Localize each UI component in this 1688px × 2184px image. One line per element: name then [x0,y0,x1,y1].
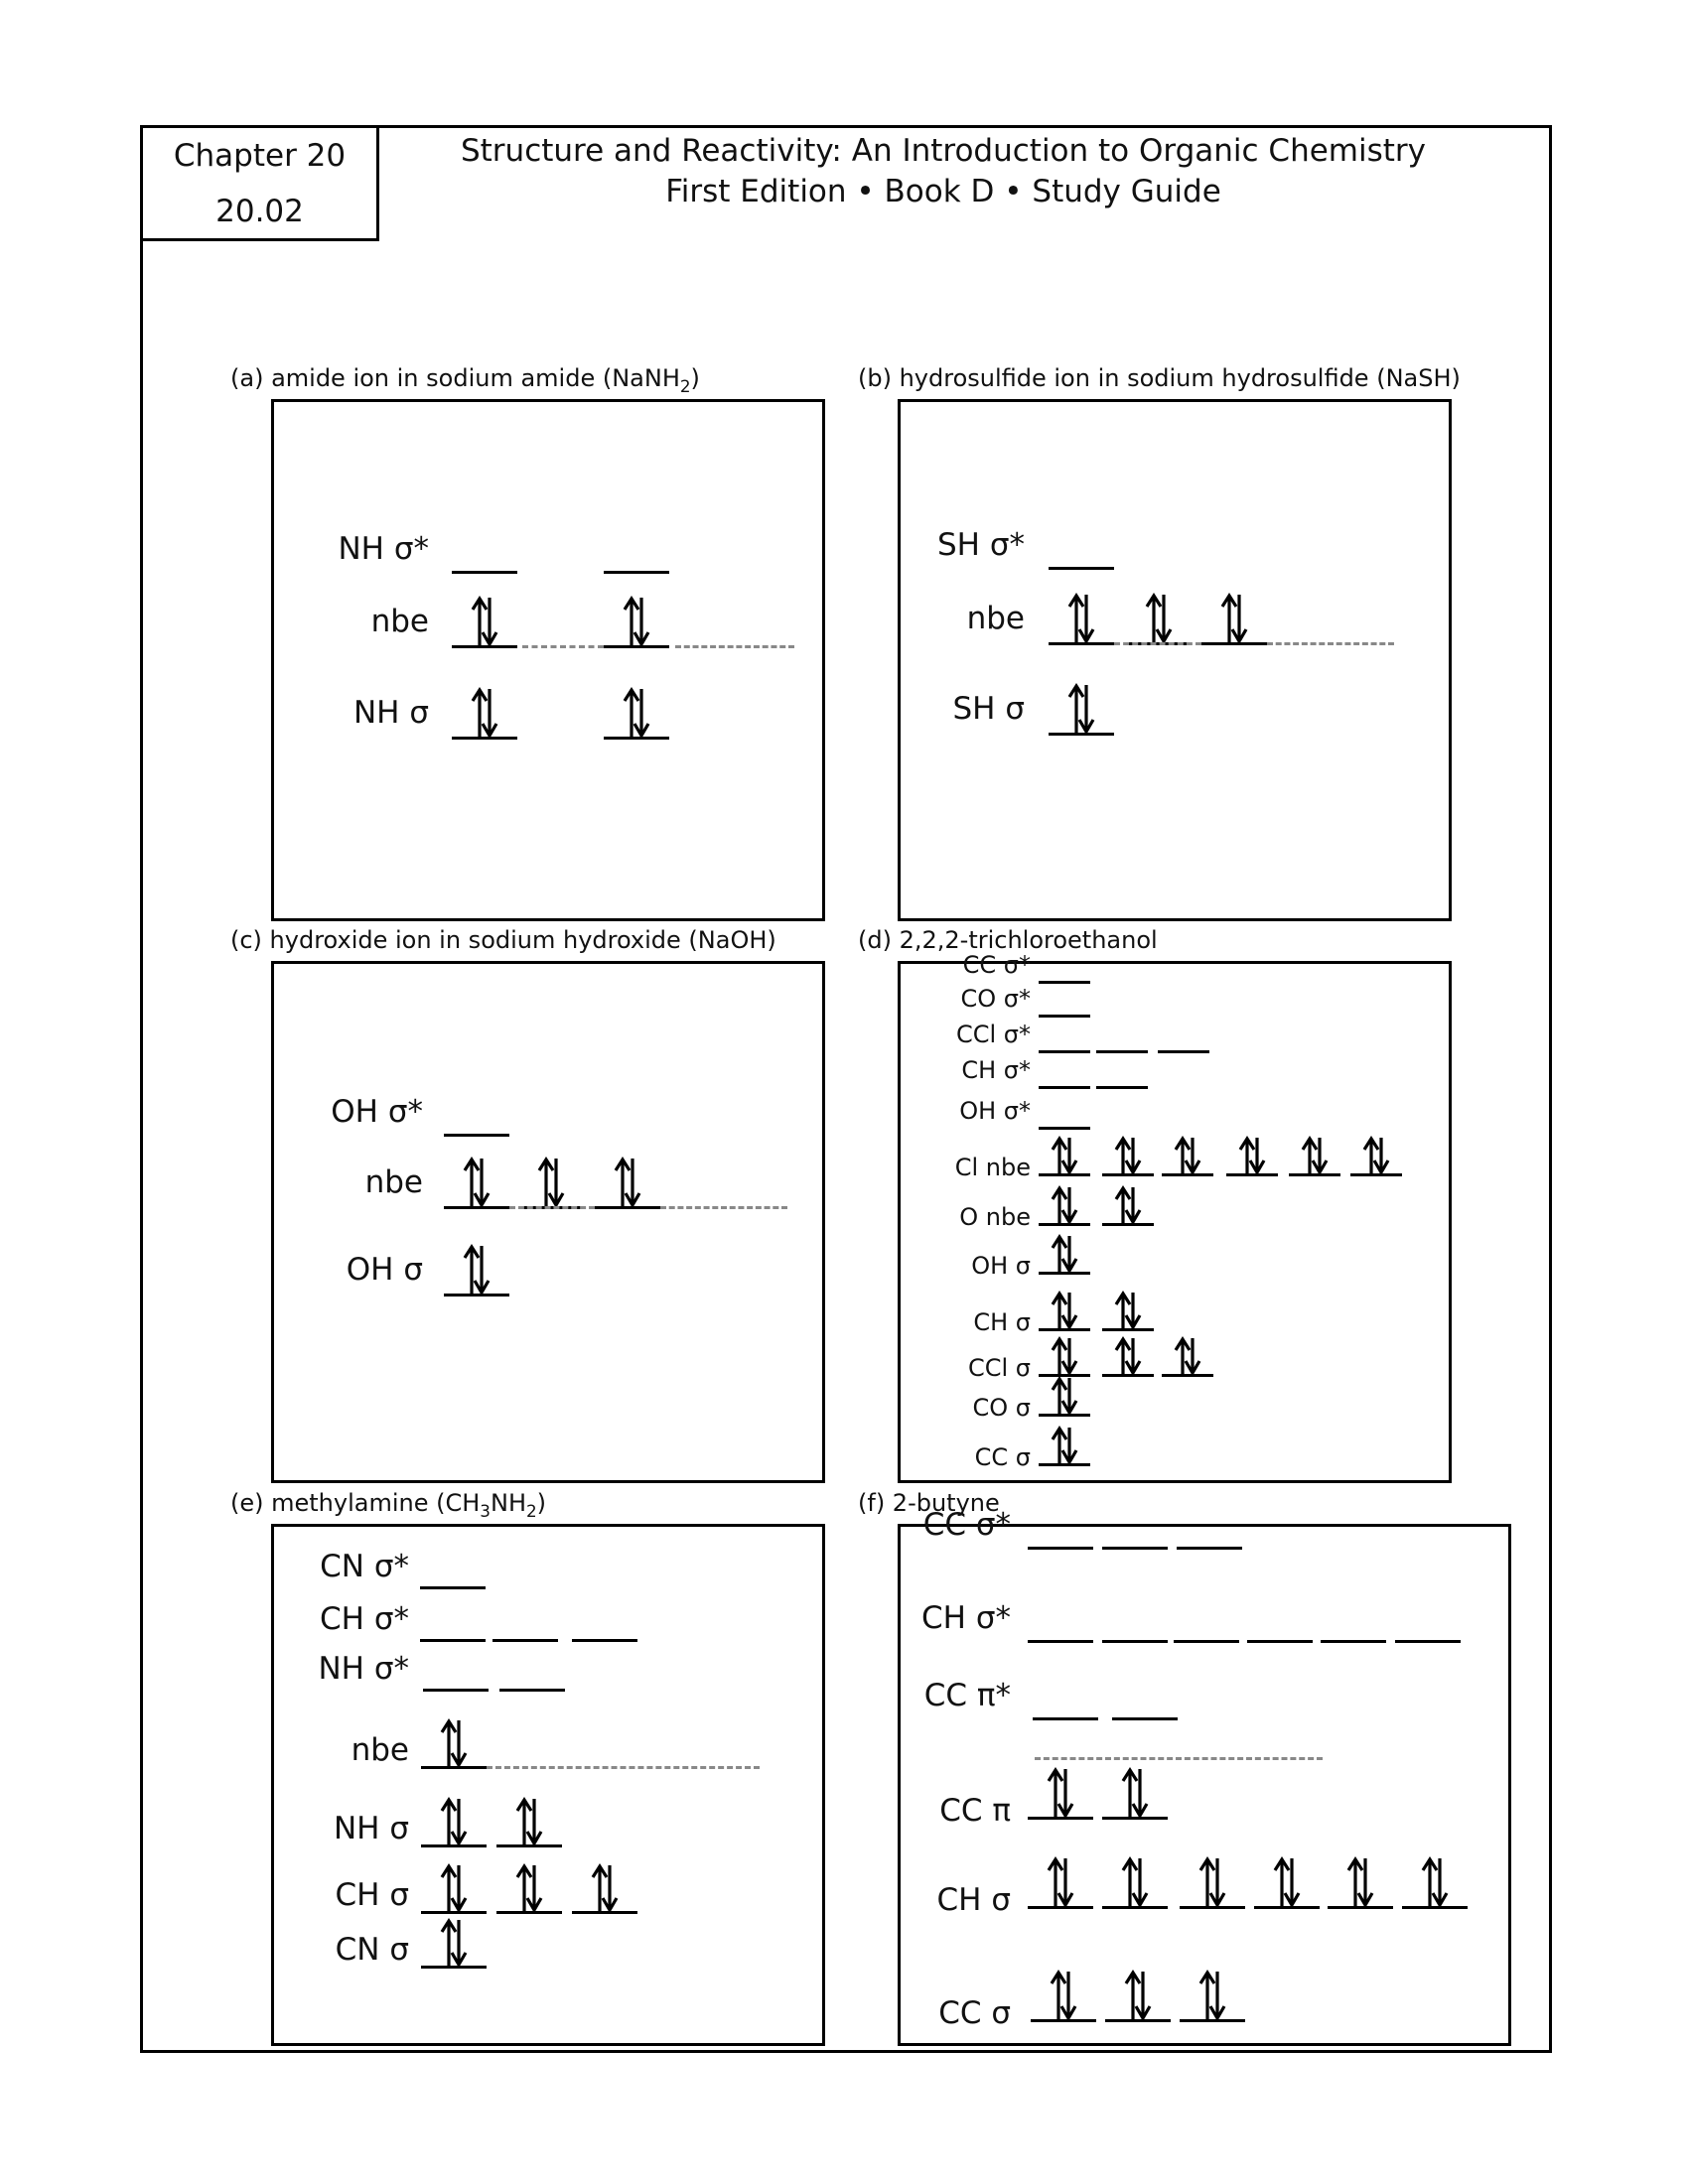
panel-b [898,399,1452,921]
electron-pair-icon [1196,1856,1229,1908]
electron-pair-icon [512,1797,546,1846]
level-label: nbe [364,1163,423,1200]
electron-pair-icon [1270,1856,1304,1908]
electron-pair-icon [460,1157,493,1208]
nonbonding-reference-dashed-line [1114,642,1201,645]
orbital-line [499,1689,565,1692]
level-label: CO σ [972,1394,1031,1422]
electron-pair-icon [437,1718,471,1768]
electron-pair-icon [468,687,501,739]
electron-pair-icon [1418,1856,1452,1908]
chapter-box [140,125,379,241]
electron-pair-icon [460,1244,493,1296]
orbital-line [1033,1717,1098,1720]
electron-pair-icon [1048,1426,1081,1465]
electron-pair-icon [534,1157,568,1208]
orbital-line [1039,1127,1090,1130]
level-label: CC σ* [962,951,1031,979]
nonbonding-reference-dashed-line [1267,642,1394,645]
orbital-line [444,1134,509,1137]
panel-c [271,961,825,1483]
orbital-line [1039,1050,1090,1053]
electron-pair-icon [437,1918,471,1968]
electron-pair-icon [1048,1136,1081,1175]
level-label: OH σ* [331,1093,423,1130]
electron-pair-icon [611,1157,644,1208]
orbital-line [1174,1640,1239,1643]
electron-pair-icon [1111,1185,1145,1225]
nonbonding-reference-dashed-line [509,1206,595,1209]
electron-pair-icon [1217,593,1251,644]
page-number: 20.02 [215,194,304,229]
level-label: NH σ* [318,1650,409,1687]
orbital-line [420,1639,486,1642]
chapter-label: Chapter 20 [173,138,347,174]
orbital-line [1039,1086,1090,1089]
nonbonding-reference-dashed-line [675,645,794,648]
electron-pair-icon [468,596,501,647]
level-label: CC π [939,1792,1011,1829]
orbital-line [1039,981,1090,984]
orbital-line [1096,1086,1148,1089]
electron-pair-icon [1118,1856,1152,1908]
electron-pair-icon [1111,1136,1145,1175]
caption-e: (e) methylamine $(CH_3NH_2)$ [230,1489,547,1521]
orbital-line [1102,1547,1168,1550]
electron-pair-icon [437,1797,471,1846]
level-label: CH σ [973,1308,1031,1336]
level-label: NH σ* [338,530,429,567]
electron-pair-icon [1298,1136,1332,1175]
panel-a [271,399,825,921]
caption-c: (c) hydroxide ion in sodium hydroxide (NaOH) [230,926,776,954]
electron-pair-icon [1359,1136,1393,1175]
orbital-line [452,571,517,574]
electron-pair-icon [588,1863,622,1913]
electron-pair-icon [1235,1136,1269,1175]
caption-f: (f) 2-butyne [858,1489,1000,1517]
caption-b: (b) hydrosulfide ion in sodium hydrosulfide (NaSH) [858,364,1461,392]
caption-a: (a) amide ion in sodium amide (NaNH$_2$) [230,364,700,396]
electron-pair-icon [1048,1376,1081,1416]
orbital-line [1112,1717,1178,1720]
electron-pair-icon [1064,593,1098,644]
level-label: OH σ [346,1251,423,1288]
orbital-line [1028,1640,1093,1643]
level-label: CC σ* [922,1506,1011,1543]
nonbonding-reference-dashed-line [660,1206,787,1209]
orbital-line [1102,1640,1168,1643]
orbital-line [1096,1050,1148,1053]
electron-pair-icon [1048,1291,1081,1330]
orbital-line [604,571,669,574]
electron-pair-icon [1111,1291,1145,1330]
level-label: CN σ [335,1931,409,1968]
electron-pair-icon [1142,593,1176,644]
nonbonding-reference-dashed-line [522,645,604,648]
level-label: SH σ* [937,526,1025,563]
level-label: OH σ [971,1252,1031,1280]
level-label: CO σ* [960,985,1031,1013]
orbital-line [1177,1547,1242,1550]
orbital-line [1395,1640,1461,1643]
electron-pair-icon [437,1863,471,1913]
level-label: CC σ [938,1994,1011,2031]
level-label: Cl nbe [954,1154,1031,1181]
electron-pair-icon [1343,1856,1377,1908]
electron-pair-icon [620,687,653,739]
book-title: Structure and Reactivity: An Introduction to Organic Chemistry [460,133,1427,169]
electron-pair-icon [1121,1970,1155,2021]
electron-pair-icon [512,1863,546,1913]
nonbonding-reference-dashed-line [1035,1757,1323,1760]
orbital-line [1049,567,1114,570]
level-label: O nbe [959,1203,1031,1231]
electron-pair-icon [1111,1336,1145,1376]
electron-pair-icon [1171,1336,1204,1376]
electron-pair-icon [1064,683,1098,735]
orbital-line [1028,1547,1093,1550]
level-label: NH σ [352,694,429,731]
level-label: CCl σ* [955,1021,1031,1048]
electron-pair-icon [1171,1136,1204,1175]
level-label: CH σ* [961,1056,1031,1084]
level-label: nbe [351,1731,409,1768]
page-header [417,131,1470,212]
orbital-line [1321,1640,1386,1643]
nonbonding-reference-dashed-line [487,1766,760,1769]
level-label: CH σ* [320,1600,409,1637]
electron-pair-icon [1044,1767,1077,1819]
electron-pair-icon [620,596,653,647]
electron-pair-icon [1044,1856,1077,1908]
level-label: SH σ [952,690,1025,727]
level-label: nbe [370,603,429,639]
orbital-line [492,1639,558,1642]
level-label: nbe [966,600,1025,636]
level-label: CC π* [923,1677,1011,1713]
level-label: CH σ [335,1876,409,1913]
electron-pair-icon [1048,1336,1081,1376]
level-label: CN σ* [320,1548,409,1584]
electron-pair-icon [1047,1970,1080,2021]
caption-d: (d) 2,2,2-trichloroethanol [858,926,1158,954]
orbital-line [1039,1015,1090,1018]
electron-pair-icon [1118,1767,1152,1819]
level-label: NH σ [333,1810,409,1846]
electron-pair-icon [1048,1234,1081,1274]
level-label: CH σ* [921,1599,1011,1636]
level-label: CC σ [974,1443,1031,1471]
orbital-line [1247,1640,1313,1643]
orbital-line [572,1639,637,1642]
orbital-line [423,1689,489,1692]
level-label: CCl σ [967,1354,1031,1382]
edition-line: First Edition • Book D • Study Guide [665,174,1221,209]
level-label: OH σ* [959,1097,1031,1125]
electron-pair-icon [1196,1970,1229,2021]
orbital-line [1158,1050,1209,1053]
level-label: CH σ [936,1881,1011,1918]
electron-pair-icon [1048,1185,1081,1225]
orbital-line [420,1586,486,1589]
